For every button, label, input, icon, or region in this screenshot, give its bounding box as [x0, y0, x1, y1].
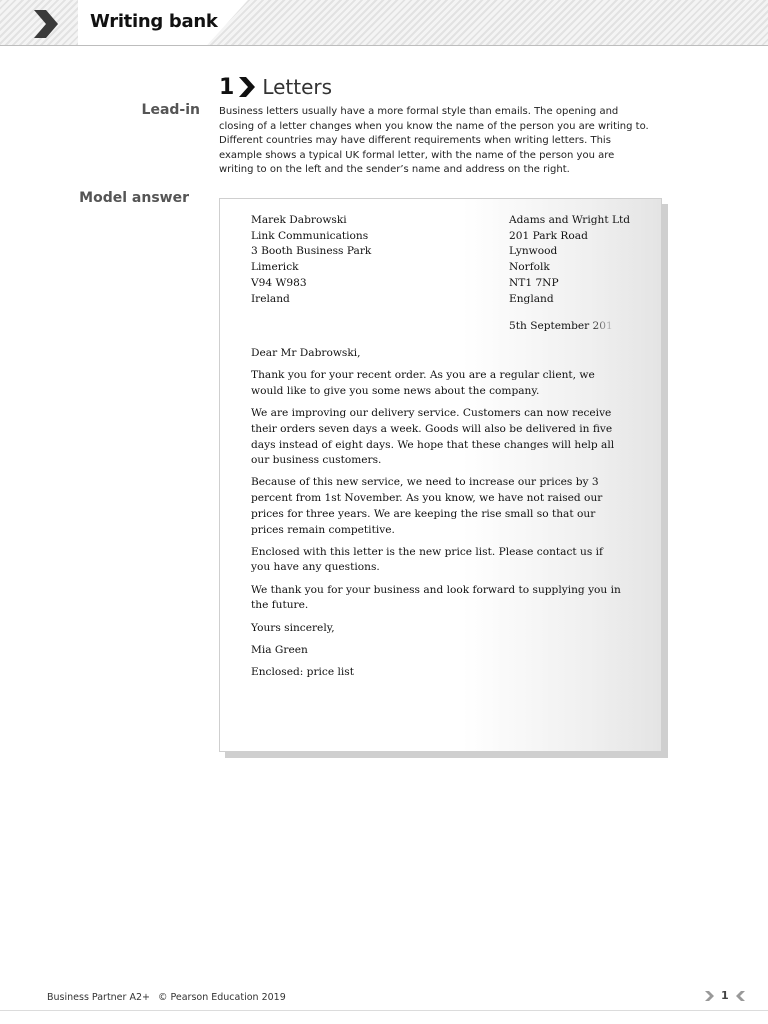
sender-address [509, 213, 630, 307]
section-label: Letters [262, 75, 333, 99]
letter-paragraph: Thank you for your recent order. As you are a regular client, we would like to give you some news about the company. [251, 369, 595, 397]
enclosure: Enclosed: price list [251, 665, 354, 678]
chevron-right-icon [238, 77, 256, 97]
recipient-line: Link Communications [251, 229, 369, 242]
page-number-block [704, 989, 746, 1002]
recipient-line: Marek Dabrowski [251, 214, 347, 226]
footer-book: Business Partner A2+ [47, 992, 150, 1003]
sender-line: England [509, 292, 554, 305]
sender-line: Norfolk [509, 261, 550, 274]
letter-paragraph: We thank you for your business and look forward to supplying you in the future. [251, 583, 621, 612]
lead-in-label: Lead-in [141, 102, 200, 118]
page-header [0, 0, 768, 46]
recipient-line: Limerick [251, 261, 299, 274]
closing: Yours sincerely, [251, 621, 335, 634]
sender-line: 201 Park Road [509, 229, 588, 242]
model-answer-label: Model answer [79, 190, 189, 206]
recipient-line: V94 W983 [251, 276, 307, 289]
letter-paragraph: We are improving our delivery service. Customers can now receive their orders seven days a week. Goods will also be delivered in five days instead of eight days. We hope that these changes will help all our business customers. [251, 407, 615, 467]
page-number: 1 [721, 989, 729, 1002]
sender-line: NT1 7NP [509, 276, 559, 289]
sender-line: Adams and Wright Ltd [509, 214, 631, 226]
recipient-address [251, 213, 371, 307]
chevron-right-icon [704, 990, 716, 1002]
section-title [219, 74, 332, 100]
footer-divider [0, 1010, 768, 1011]
header-title: Writing bank [90, 11, 218, 32]
recipient-line: 3 Booth Business Park [251, 245, 372, 258]
sender-line: Lynwood [509, 245, 558, 258]
letter-body [251, 346, 623, 687]
section-number: 1 [219, 74, 235, 100]
letter-date: 5th September 201 [509, 319, 613, 335]
chevron-left-icon [734, 990, 746, 1002]
letter-paragraph: Enclosed with this letter is the new price list. Please contact us if you have any questions. [251, 545, 603, 574]
footer-copyright: © Pearson Education 2019 [157, 992, 286, 1003]
chevron-right-icon [32, 10, 60, 38]
footer-info [47, 992, 286, 1003]
recipient-line: Ireland [251, 292, 290, 305]
salutation: Dear Mr Dabrowski, [251, 347, 361, 359]
signature: Mia Green [251, 643, 308, 656]
lead-in-text: Business letters usually have a more formal style than emails. The opening and closing of a letter changes when you know the name of the person you are writing to. Different countries may have different requirements when writing letters. This example shows a typical UK formal letter, with the name of the person you are writing to on the left and the sender’s name and address on the right. [219, 106, 649, 176]
letter-paragraph: Because of this new service, we need to increase our prices by 3 percent from 1st November. As you know, we have not raised our prices for three years. We are keeping the rise small so that our prices remain competitive. [251, 476, 603, 536]
